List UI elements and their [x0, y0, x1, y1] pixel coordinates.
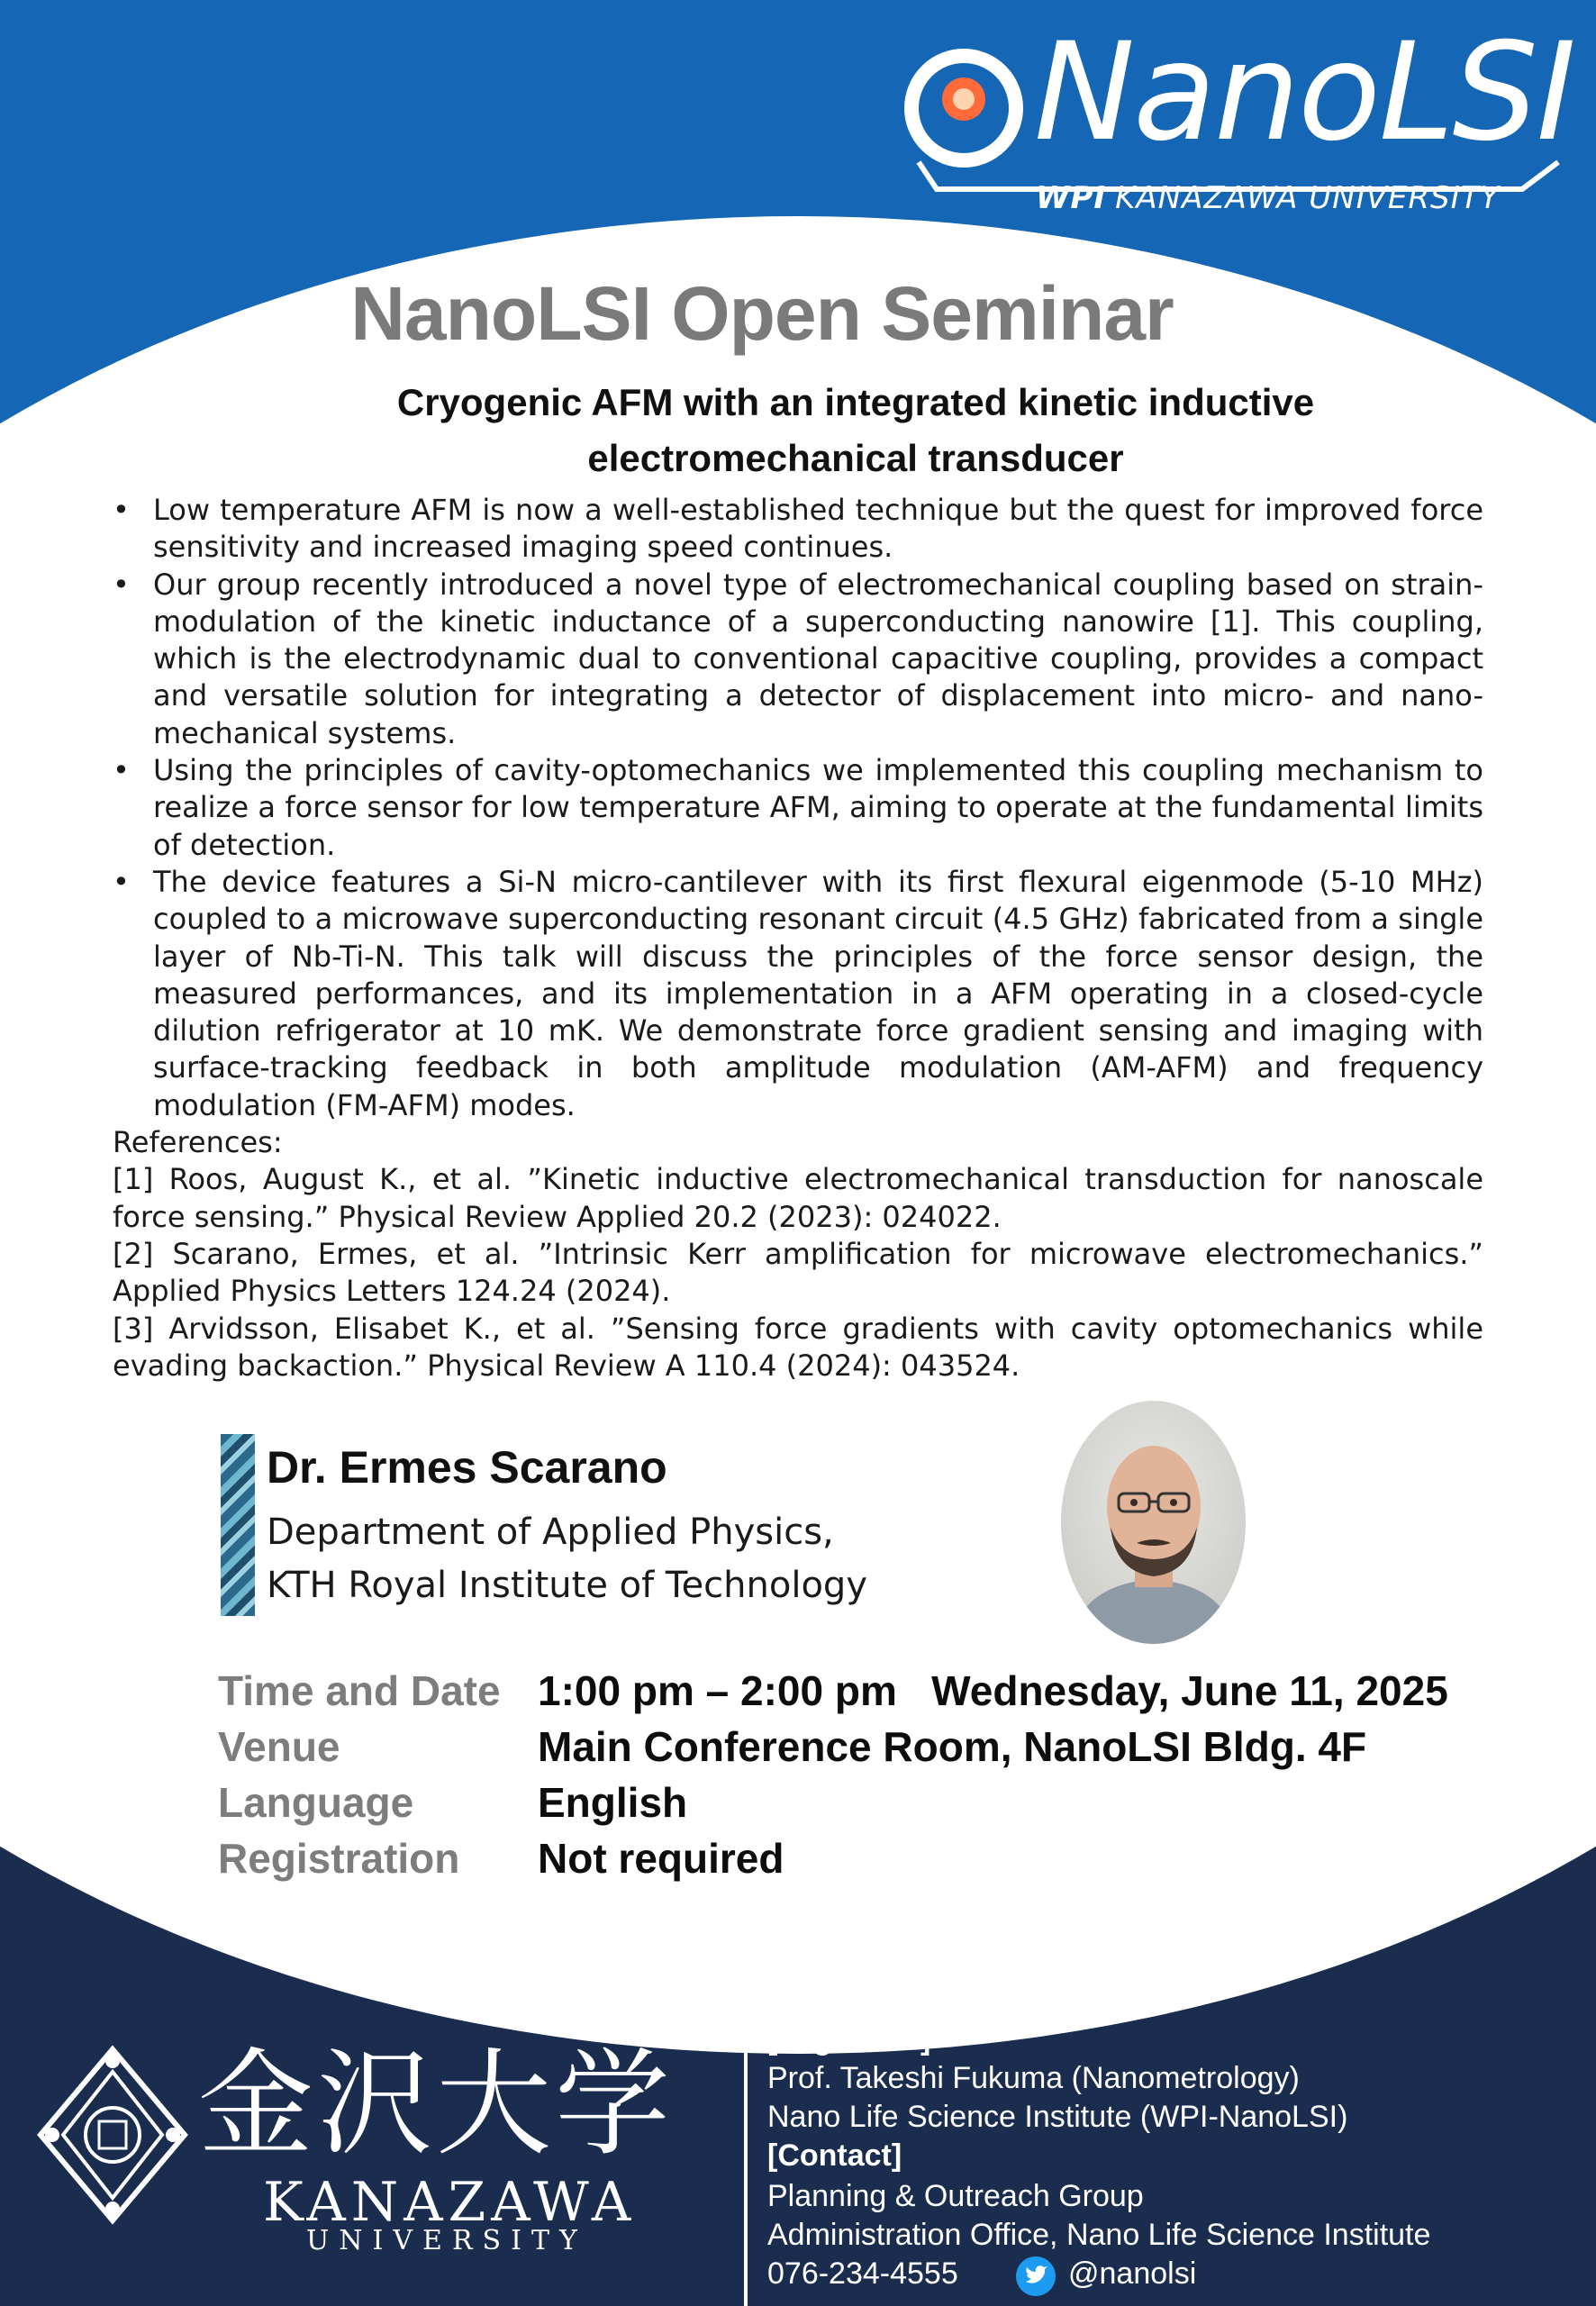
seminar-title: NanoLSI Open Seminar [350, 271, 1174, 356]
speaker-affiliation-line2: KTH Royal Institute of Technology [267, 1565, 867, 1606]
twitter-icon[interactable] [1016, 2256, 1056, 2296]
references-label: References: [113, 1125, 283, 1160]
abstract-bullet: • Using the principles of cavity-optomechanics we implemented this coupling mechanism to realize a force sensor for low temperature AFM, aiming to operate at the fundamental limits of detection. [113, 752, 1483, 864]
language-value: English [538, 1779, 688, 1826]
registration-value: Not required [538, 1835, 784, 1882]
organizer-line2: Nano Life Science Institute (WPI-NanoLSI) [767, 2100, 1348, 2134]
abstract-bullets [113, 492, 1483, 1124]
university-subtitle: UNIVERSITY [306, 2225, 587, 2256]
contact-heading: [Contact] [767, 2138, 902, 2173]
university-crest-icon [36, 2045, 189, 2225]
nanolsi-logo [901, 14, 1574, 234]
abstract-bullet: • The device features a Si-N micro-cantilever with its first flexural eigenmode (5-10 MHz) coupled to a microwave superconducting resonant circuit (4.5 GHz) fabricated from a single layer of Nb-Ti-N. This talk will discuss the principles of the force sensor design, the measured performances, and its implementation in a AFM operating in a closed-cycle dilution refrigerator at 10 mK. We demonstrate force gradient sensing and imaging with surface-tracking feedback in both amplitude modulation (AM-AFM) and frequency modulation (FM-AFM) modes. [113, 864, 1483, 1124]
reference-item: [1] Roos, August K., et al. ”Kinetic inductive electromechanical transduction for nanoscale force sensing.” Physical Review Applied 20.2 (2023): 024022. [113, 1162, 1483, 1234]
abstract [113, 492, 1483, 1385]
reference-item: [2] Scarano, Ermes, et al. ”Intrinsic Kerr amplification for microwave electromechanics.” Applied Physics Letters 124.24 (2024). [113, 1236, 1483, 1309]
venue-label: Venue [218, 1723, 340, 1770]
twitter-handle[interactable]: @nanolsi [1068, 2256, 1197, 2291]
time-value: 1:00 pm – 2:00 pm Wednesday, June 11, 2025 [538, 1667, 1448, 1714]
logo-university: KANAZAWA UNIVERSITY [1115, 180, 1501, 216]
reference-item: [3] Arvidsson, Elisabet K., et al. ”Sensing force gradients with cavity optomechanics while evading backaction.” Physical Review A 110.4 (2024): 043524. [113, 1311, 1483, 1383]
talk-title [270, 375, 1441, 486]
contact-line2: Administration Office, Nano Life Science Institute [767, 2218, 1431, 2252]
organizer-line1: Prof. Takeshi Fukuma (Nanometrology) [767, 2061, 1300, 2095]
abstract-bullet: • Low temperature AFM is now a well-established technique but the quest for improved force sensitivity and increased imaging speed continues. [113, 492, 1483, 567]
language-label: Language [218, 1779, 414, 1826]
speaker-name: Dr. Ermes Scarano [267, 1442, 667, 1493]
logo-wordmark: NanoLSI [1034, 14, 1574, 171]
speaker-affiliation-line1: Department of Applied Physics, [267, 1512, 834, 1553]
registration-label: Registration [218, 1835, 460, 1882]
kanazawa-university-logo [36, 2036, 685, 2279]
university-kanji: 金沢大学 [198, 2038, 675, 2172]
time-label: Time and Date [218, 1667, 501, 1714]
abstract-bullet: • Our group recently introduced a novel type of electromechanical coupling based on strain-modulation of the kinetic inductance of a superconducting nanowire [1]. This coupling, which is the electrodynamic dual to conventional capacitive coupling, provides a compact and versatile solution for integrating a detector of displacement into micro- and nano-mechanical systems. [113, 567, 1483, 752]
speaker-photo [1061, 1401, 1246, 1644]
speaker-accent-bar [221, 1434, 255, 1616]
talk-title-line1: Cryogenic AFM with an integrated kinetic inductive [396, 381, 1315, 423]
talk-title-line2: electromechanical transducer [587, 437, 1124, 479]
speaker-portrait-icon [1061, 1401, 1246, 1644]
footer-divider [744, 2009, 748, 2306]
venue-value: Main Conference Room, NanoLSI Bldg. 4F [538, 1723, 1367, 1770]
logo-wpi: WPI [1036, 180, 1107, 216]
university-name: KANAZAWA [263, 2171, 637, 2234]
organizer-heading: [Organizer] [767, 2022, 931, 2056]
contact-phone: 076-234-4555 [767, 2256, 958, 2291]
logo-subtitle [1036, 180, 1500, 216]
contact-line1: Planning & Outreach Group [767, 2179, 1144, 2213]
